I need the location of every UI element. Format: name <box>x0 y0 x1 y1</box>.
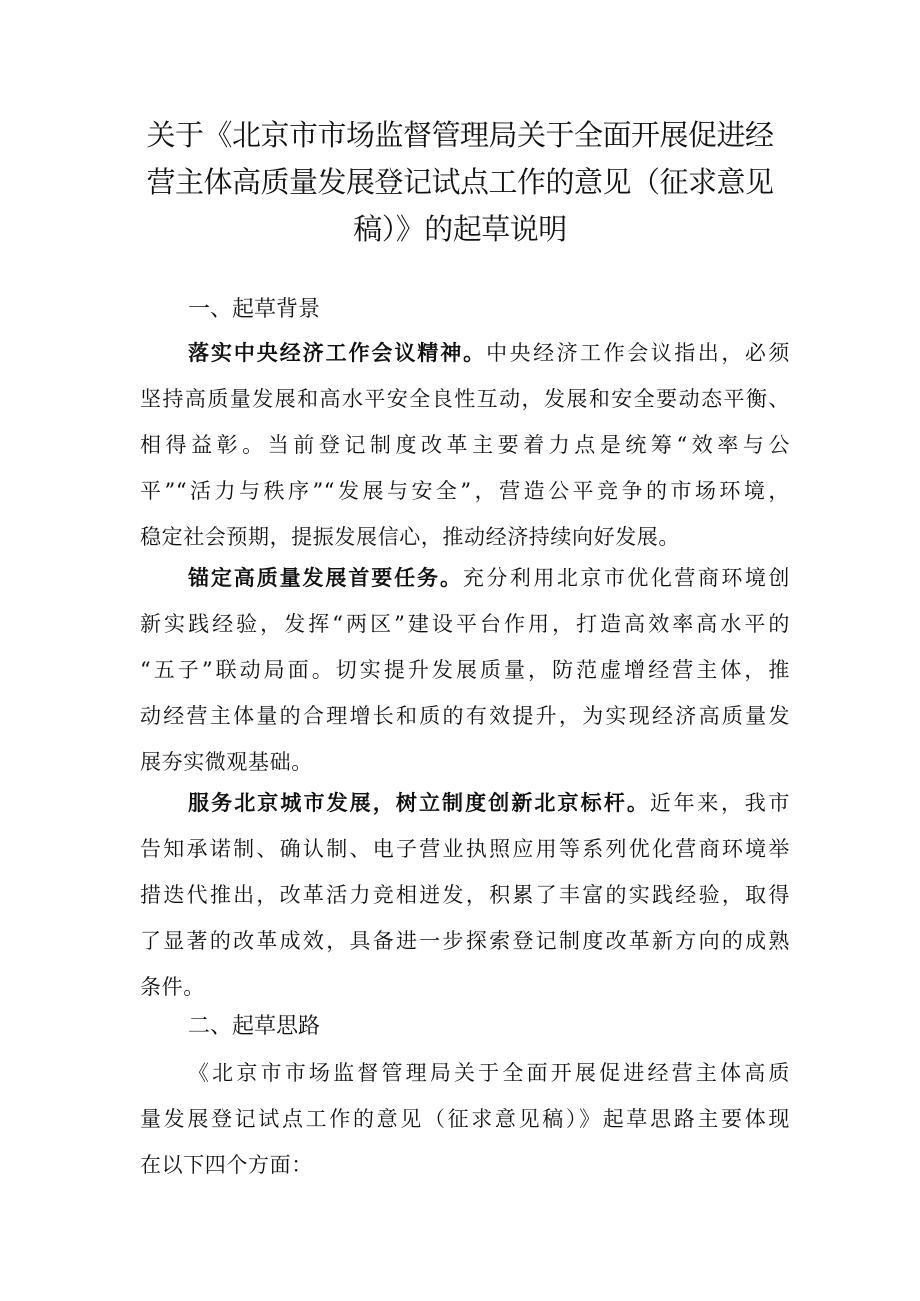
paragraph-line: 平”“活力与秩序”“发展与安全”，营造公平竞争的市场环境， <box>140 479 790 503</box>
paragraph-text: 中央经济工作会议指出，必须 <box>486 341 790 365</box>
paragraph-high-quality-development <box>140 555 790 785</box>
paragraph-line: 在以下四个方面： <box>140 1153 313 1177</box>
paragraph-lead: 落实中央经济工作会议精神。 <box>188 341 487 365</box>
paragraph-line: 措迭代推出，改革活力竞相迸发，积累了丰富的实践经验，取得 <box>140 883 790 907</box>
paragraph-line <box>140 780 790 826</box>
paragraph-implement-conference-spirit <box>140 330 790 560</box>
paragraph-line: 相得益彰。当前登记制度改革主要着力点是统筹“效率与公 <box>140 433 790 457</box>
paragraph-line: 坚持高质量发展和高水平安全良性互动，发展和安全要动态平衡、 <box>140 387 790 411</box>
paragraph-line: 稳定社会预期，提振发展信心，推动经济持续向好发展。 <box>140 525 680 549</box>
paragraph-lead: 锚定高质量发展首要任务。 <box>188 566 463 590</box>
paragraph-text: 充分利用北京市优化营商环境创 <box>462 566 790 590</box>
paragraph-line: 量发展登记试点工作的意见（征求意见稿）》起草思路主要体现 <box>140 1107 790 1131</box>
paragraph-serve-beijing-development <box>140 780 790 1010</box>
title-line: 稿）》的起草说明 <box>353 212 567 246</box>
paragraph-line: 了显著的改革成效，具备进一步探索登记制度改革新方向的成熟 <box>140 929 790 953</box>
paragraph-line: “五子”联动局面。切实提升发展质量，防范虚增经营主体，推 <box>140 658 790 682</box>
paragraph-line: 动经营主体量的合理增长和质的有效提升，为实现经济高质量发 <box>140 704 790 728</box>
section-heading-approach: 二、起草思路 <box>188 1014 321 1039</box>
document-title <box>140 112 780 253</box>
paragraph-line: 条件。 <box>140 975 205 999</box>
title-line: 营主体高质量发展登记试点工作的意见（征求意见 <box>146 165 774 199</box>
paragraph-line <box>140 555 790 601</box>
paragraph-text: 近年来，我市 <box>649 791 790 815</box>
paragraph-line: 告知承诺制、确认制、电子营业执照应用等系列优化营商环境举 <box>140 837 790 861</box>
title-line: 关于《北京市市场监督管理局关于全面开展促进经 <box>146 118 774 152</box>
paragraph-lead: 服务北京城市发展，树立制度创新北京标杆。 <box>188 791 650 815</box>
paragraph-drafting-approach <box>140 1050 790 1188</box>
paragraph-line: 《北京市市场监督管理局关于全面开展促进经营主体高质 <box>188 1061 790 1085</box>
section-heading-background: 一、起草背景 <box>188 297 321 322</box>
paragraph-line: 新实践经验，发挥“两区”建设平台作用，打造高效率高水平的 <box>140 612 790 636</box>
paragraph-line <box>140 330 790 376</box>
paragraph-line: 展夯实微观基础。 <box>140 750 313 774</box>
